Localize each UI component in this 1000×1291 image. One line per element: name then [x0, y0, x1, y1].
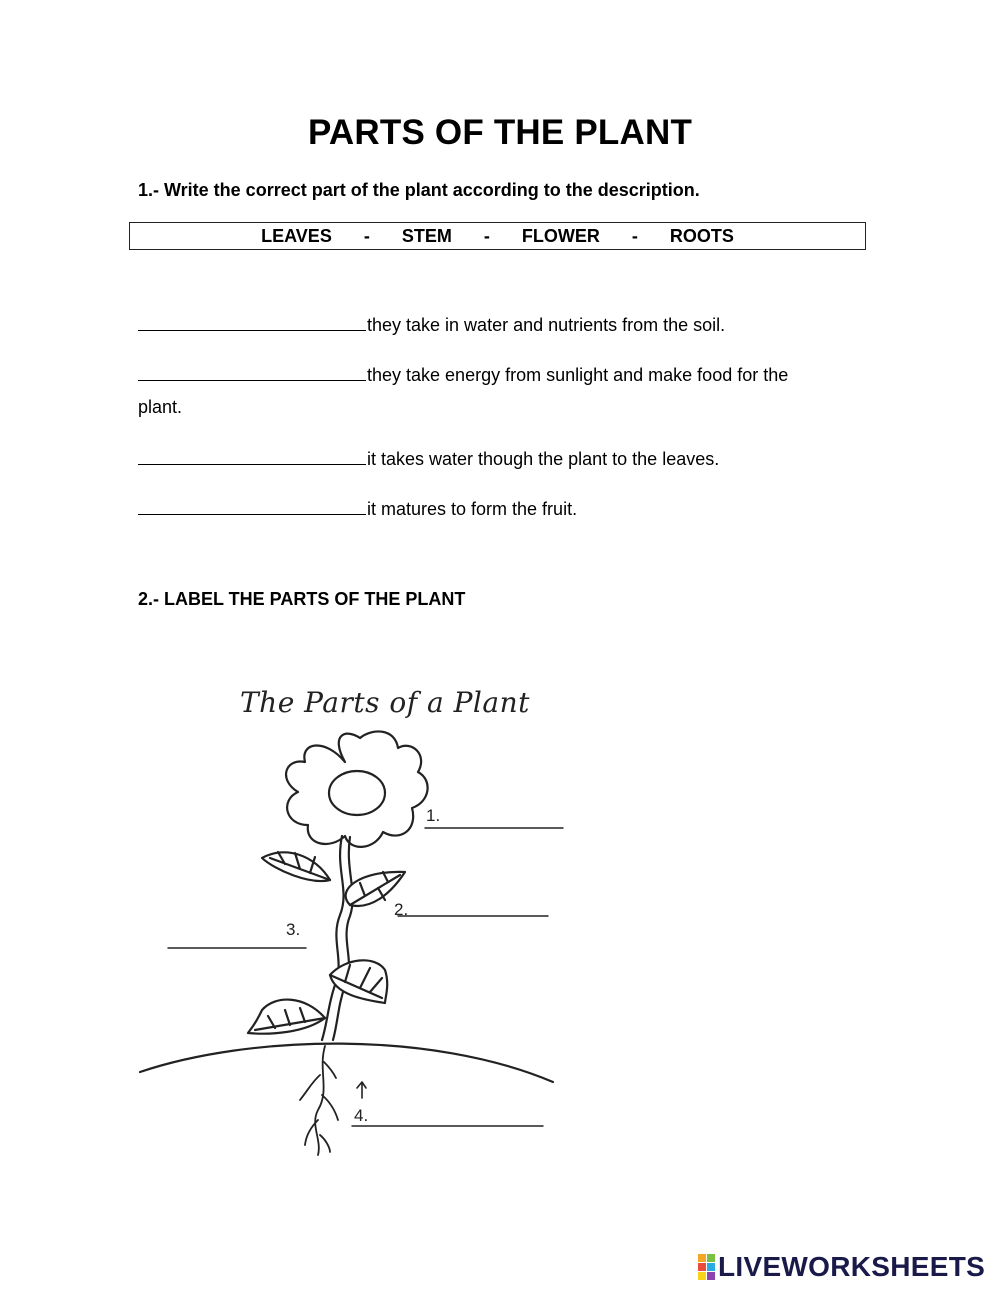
word-bank-item: STEM: [401, 225, 452, 246]
logo-block: [698, 1254, 706, 1262]
fill-item: [138, 312, 725, 336]
fill-item-continuation: plant.: [138, 397, 183, 417]
logo-block: [707, 1263, 715, 1271]
question-1-heading: 1.- Write the correct part of the plant according to the description.: [138, 180, 700, 200]
label-number-4: 4.: [354, 1106, 369, 1125]
word-bank-separator: -: [483, 225, 490, 246]
logo-block: [707, 1272, 715, 1280]
answer-blank[interactable]: [138, 362, 366, 381]
logo-mark-icon: [698, 1254, 715, 1280]
fill-item-text: they take energy from sunlight and make food for the: [367, 365, 789, 385]
word-bank-item: ROOTS: [669, 225, 734, 246]
liveworksheets-logo: [698, 1251, 985, 1283]
stem: [322, 836, 353, 1040]
fill-item-text: they take in water and nutrients from the soil.: [367, 315, 726, 335]
answer-blank[interactable]: [138, 496, 366, 515]
question-2-heading: 2.- LABEL THE PARTS OF THE PLANT: [138, 589, 466, 609]
word-bank-item: LEAVES: [261, 225, 332, 246]
leaf: [330, 960, 387, 1003]
word-bank-separator: -: [363, 225, 370, 246]
fill-item-text: it takes water though the plant to the leaves.: [367, 449, 720, 469]
answer-blank[interactable]: [138, 446, 366, 465]
word-bank-item: FLOWER: [521, 225, 600, 246]
fill-item: [138, 496, 577, 520]
plant-diagram: [130, 670, 580, 1170]
roots: [300, 1046, 338, 1155]
logo-text: LIVEWORKSHEETS: [718, 1251, 986, 1282]
logo-block: [707, 1254, 715, 1262]
word-bank-separator: -: [631, 225, 638, 246]
label-number-2: 2.: [394, 900, 409, 919]
diagram-title: The Parts of a Plant: [240, 686, 530, 719]
arrow-icon: [357, 1082, 366, 1098]
word-bank: [129, 222, 866, 250]
leaf: [248, 1000, 325, 1034]
logo-block: [698, 1272, 706, 1280]
fill-item: [138, 362, 788, 386]
ground-line: [140, 1044, 553, 1082]
label-number-3: 3.: [286, 920, 301, 939]
page-title: PARTS OF THE PLANT: [307, 113, 693, 152]
answer-blank[interactable]: [138, 312, 366, 331]
leaf: [262, 852, 330, 881]
fill-item: [138, 446, 719, 470]
fill-item-text: it matures to form the fruit.: [367, 499, 578, 519]
logo-block: [698, 1263, 706, 1271]
label-number-1: 1.: [426, 806, 441, 825]
flower-icon: [286, 731, 428, 846]
